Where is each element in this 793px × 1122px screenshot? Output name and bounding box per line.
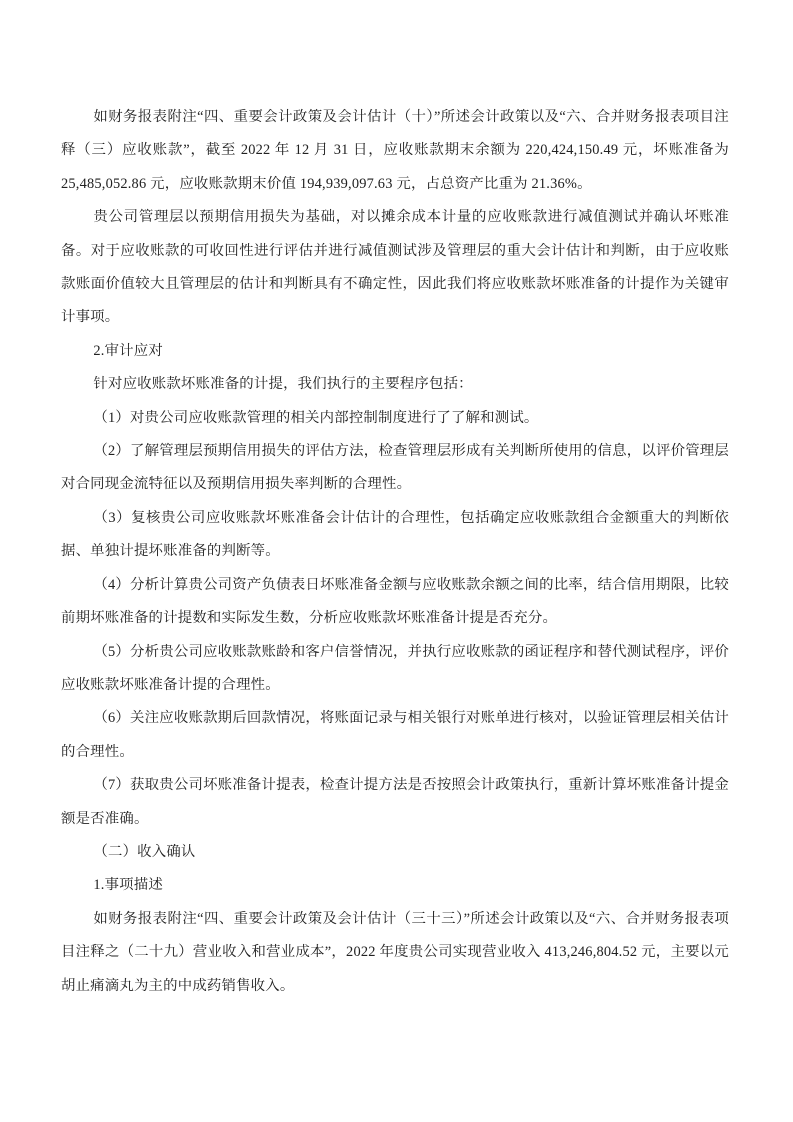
heading-revenue-recognition: （二）收入确认 [93, 843, 196, 860]
procedure-item-2: （2）了解管理层预期信用损失的评估方法，检查管理层形成有关判断所使用的信息，以评价管理层对合同现金流特征以及预期信用损失率判断的合理性。 [61, 443, 729, 493]
procedure-item-1: （1）对贵公司应收账款管理的相关内部控制制度进行了了解和测试。 [93, 409, 539, 426]
para-procedures-intro: 针对应收账款坏账准备的计提，我们执行的主要程序包括： [93, 376, 473, 393]
procedure-item-3: （3）复核贵公司应收账款坏账准备会计估计的合理性，包括确定应收账款组合金额重大的判断依据、单独计提坏账准备的判断等。 [61, 509, 729, 560]
procedure-item-6: （6）关注应收账款期后回款情况，将账面记录与相关银行对账单进行核对，以验证管理层相关估计的合理性。 [61, 710, 729, 760]
heading-matter-description: 1.事项描述 [93, 877, 163, 894]
para-revenue-description: 如财务报表附注“四、重要会计政策及会计估计（三十三）”所述会计政策以及“六、合并财务报表项目注释之（二十九）营业收入和营业成本”，2022 年度贵公司实现营业收入 413,246,804.52 元，主要以元胡止痛滴丸为主的中成药销售收入。 [61, 910, 729, 994]
heading-audit-response: 2.审计应对 [93, 342, 163, 359]
para-impairment-judgment: 贵公司管理层以预期信用损失为基础，对以摊余成本计量的应收账款进行减值测试并确认坏账准备。对于应收账款的可收回性进行评估并进行减值测试涉及管理层的重大会计估计和判断，由于应收账款账面价值较大且管理层的估计和判断具有不确定性，因此我们将应收账款坏账准备的计提作为关键审计事项。 [61, 209, 729, 326]
para-receivables-balance: 如财务报表附注“四、重要会计政策及会计估计（十）”所述会计政策以及“六、合并财务报表项目注释（三）应收账款”，截至 2022 年 12 月 31 日，应收账款期末余额为 220,424,150.49 元，坏账准备为 25,485,052.86 元，应收账款期末价值 194,939,097.63 元，占总资产比重为 21.36%。 [61, 109, 729, 192]
procedure-item-5: （5）分析贵公司应收账款账龄和客户信誉情况，并执行应收账款的函证程序和替代测试程序，评价应收账款坏账准备计提的合理性。 [61, 643, 729, 693]
procedure-item-7: （7）获取贵公司坏账准备计提表，检查计提方法是否按照会计政策执行，重新计算坏账准备计提金额是否准确。 [61, 777, 729, 827]
procedure-item-4: （4）分析计算贵公司资产负债表日坏账准备金额与应收账款余额之间的比率，结合信用期限，比较前期坏账准备的计提数和实际发生数，分析应收账款坏账准备计提是否充分。 [61, 576, 729, 627]
